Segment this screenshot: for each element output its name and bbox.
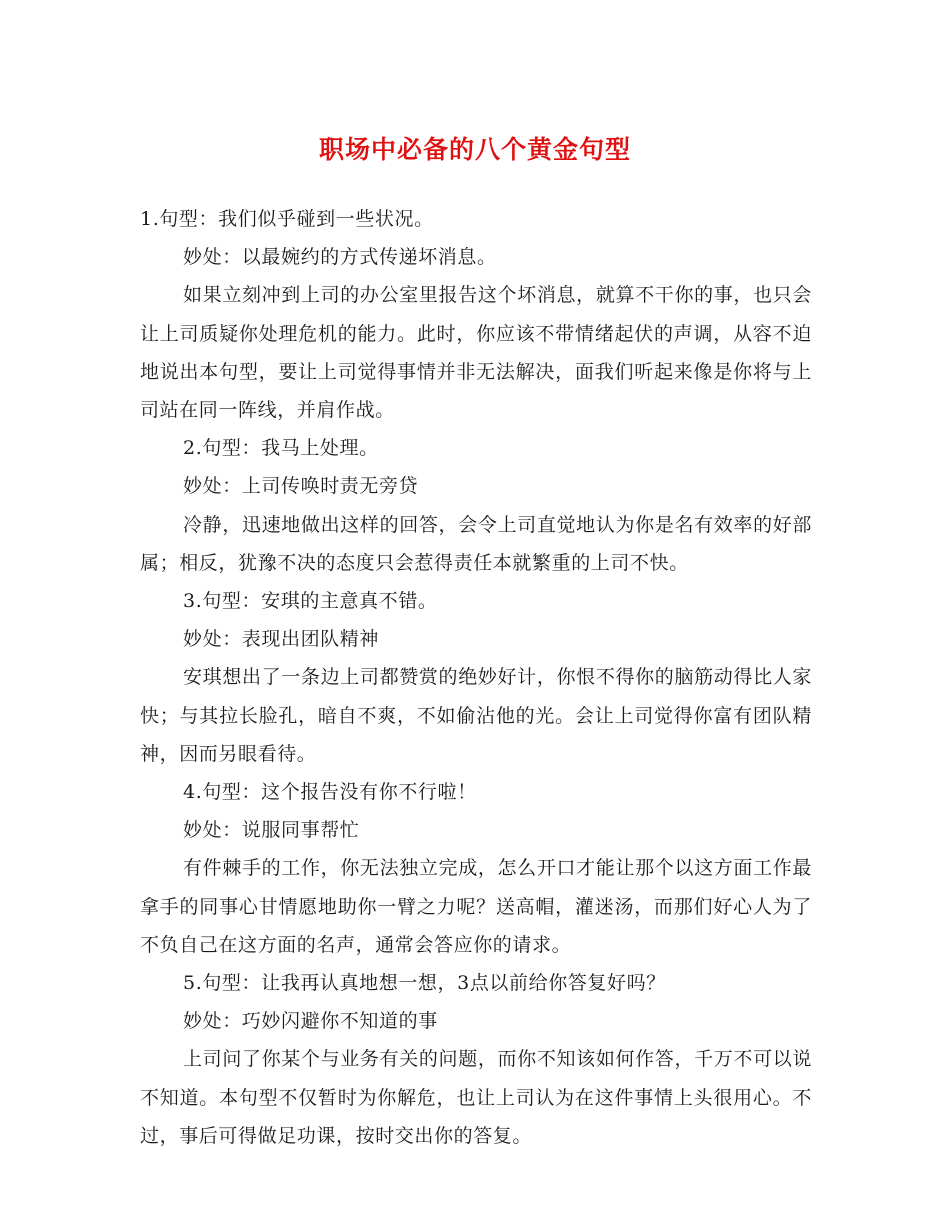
benefit-1: 妙处：以最婉约的方式传递坏消息。 (183, 246, 497, 269)
benefit-4: 妙处：说服同事帮忙 (183, 819, 360, 842)
benefit-3: 妙处：表现出团队精神 (183, 628, 380, 651)
sentence-pattern-1: 1.句型：我们似乎碰到一些状况。 (140, 208, 434, 230)
sentence-pattern-2: 2.句型：我马上处理。 (183, 437, 379, 460)
explanation-3: 安琪想出了一条边上司都赞赏的绝妙好计，你恨不得你的脑筋动得比人家快；与其拉长脸孔，暗自不爽，不如偷沾他的光。会让上司觉得你富有团队精神，因而另眼看待。 (140, 666, 812, 765)
document-body (140, 200, 812, 1155)
sentence-pattern-5: 5.句型：让我再认真地想一想，3点以前给你答复好吗？ (183, 972, 666, 995)
explanation-1: 如果立刻冲到上司的办公室里报告这个坏消息，就算不干你的事，也只会让上司质疑你处理危机的能力。此时，你应该不带情绪起伏的声调，从容不迫地说出本句型，要让上司觉得事情并非无法解决，面我们听起来像是你将与上司站在同一阵线，并肩作战。 (140, 284, 812, 422)
benefit-5: 妙处：巧妙闪避你不知道的事 (183, 1010, 438, 1033)
benefit-2: 妙处：上司传唤时责无旁贷 (183, 475, 419, 498)
sentence-pattern-4: 4.句型：这个报告没有你不行啦！ (183, 781, 477, 804)
document-title: 职场中必备的八个黄金句型 (318, 135, 631, 164)
explanation-2: 冷静，迅速地做出这样的回答，会令上司直觉地认为你是名有效率的好部属；相反，犹豫不决的态度只会惹得责任本就繁重的上司不快。 (140, 513, 812, 574)
explanation-4: 有件棘手的工作，你无法独立完成，怎么开口才能让那个以这方面工作最拿手的同事心甘情愿地助你一臂之力呢？送高帽，灌迷汤，而那们好心人为了不负自己在这方面的名声，通常会答应你的请求。 (140, 857, 812, 956)
sentence-pattern-3: 3.句型：安琪的主意真不错。 (183, 590, 438, 613)
explanation-5: 上司问了你某个与业务有关的问题，而你不知该如何作答，千万不可以说不知道。本句型不仅暂时为你解危，也让上司认为在这件事情上头很用心。不过，事后可得做足功课，按时交出你的答复。 (140, 1048, 812, 1147)
